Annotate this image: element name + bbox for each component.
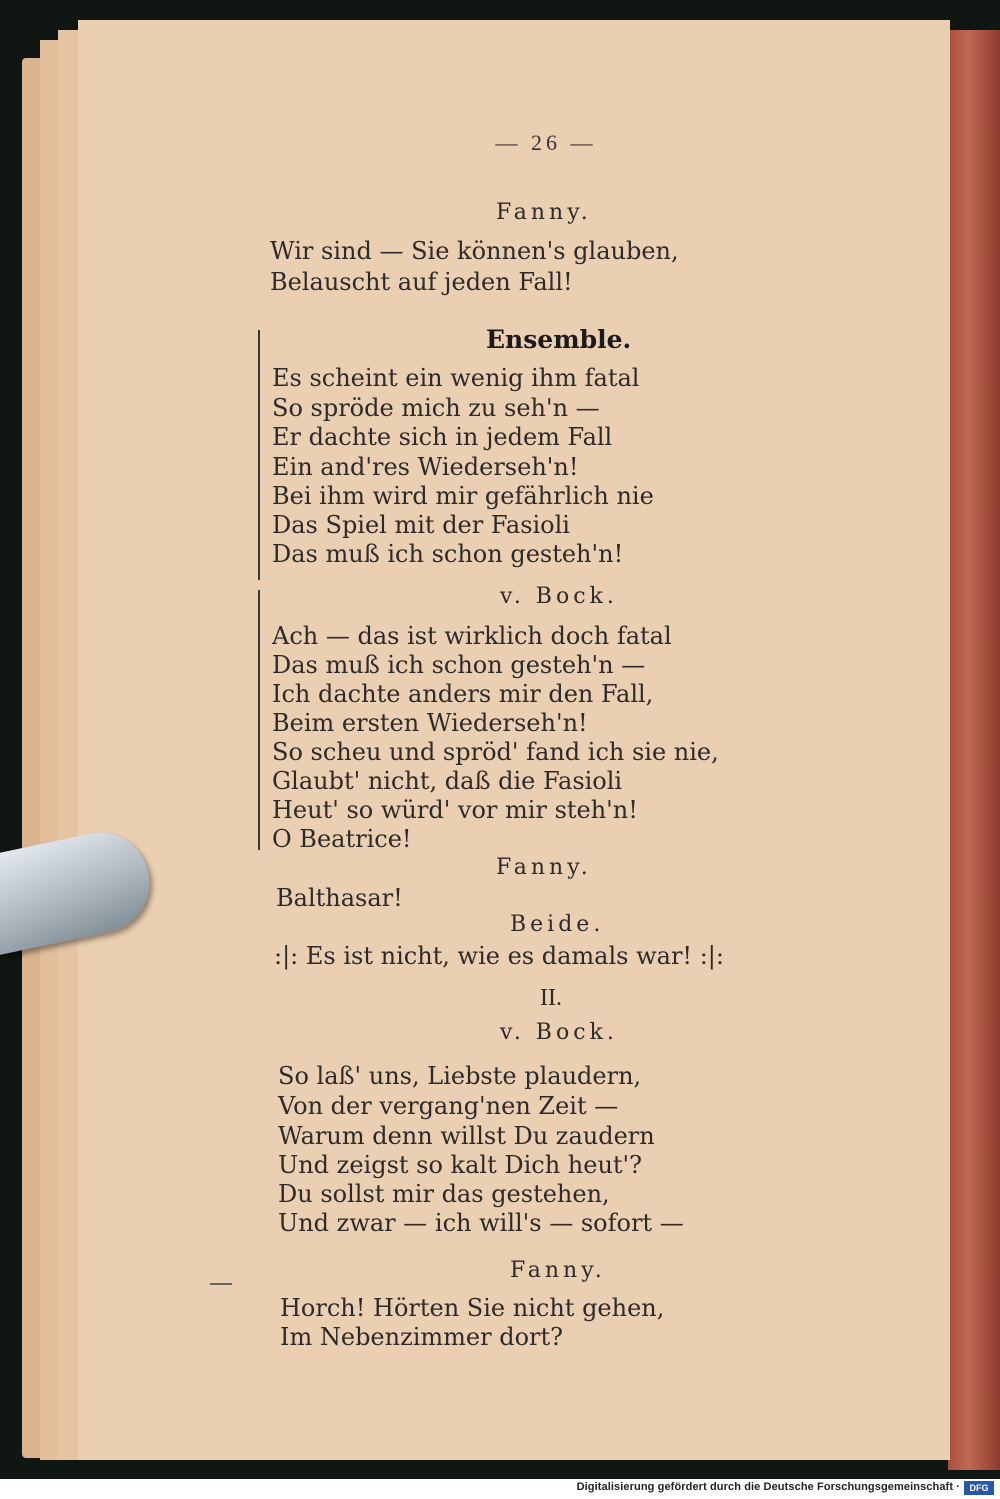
- text-line: Im Nebenzimmer dort?: [280, 1323, 564, 1351]
- page-number: — 26 —: [495, 130, 597, 155]
- text-line: So laß' uns, Liebste plaudern,: [278, 1062, 642, 1090]
- text-line: Beim ersten Wiederseh'n!: [272, 709, 588, 737]
- text-line: Balthasar!: [276, 884, 403, 912]
- text-line: Und zeigst so kalt Dich heut'?: [278, 1151, 643, 1179]
- section-number: II.: [540, 985, 562, 1011]
- ensemble-bracket: [258, 330, 260, 580]
- text-line: Er dachte sich in jedem Fall: [272, 423, 613, 451]
- text-line: Belauscht auf jeden Fall!: [270, 268, 573, 296]
- speaker-fanny-2: Fanny.: [496, 855, 592, 880]
- text-line: Es scheint ein wenig ihm fatal: [272, 364, 640, 392]
- text-line: Wir sind — Sie können's glauben,: [270, 237, 679, 265]
- speaker-fanny-1: Fanny.: [496, 200, 592, 225]
- text-line: Das muß ich schon gesteh'n —: [272, 651, 646, 679]
- text-line: Horch! Hörten Sie nicht gehen,: [280, 1294, 665, 1322]
- stray-ink-mark: [210, 1283, 232, 1285]
- speaker-beide: Beide.: [510, 912, 605, 937]
- text-line: Das Spiel mit der Fasioli: [272, 511, 570, 539]
- text-line: Ach — das ist wirklich doch fatal: [272, 622, 672, 650]
- text-line: So spröde mich zu seh'n —: [272, 394, 600, 422]
- text-line: Das muß ich schon gesteh'n!: [272, 540, 624, 568]
- text-line: Glaubt' nicht, daß die Fasioli: [272, 767, 623, 795]
- credit-text: Digitalisierung gefördert durch die Deutsche Forschungsgemeinschaft ·: [576, 1481, 960, 1493]
- text-line: :|: Es ist nicht, wie es damals war! :|:: [274, 942, 724, 970]
- text-line: Ein and'res Wiederseh'n!: [272, 453, 579, 481]
- speaker-fanny-3: Fanny.: [510, 1258, 606, 1283]
- text-line: Heut' so würd' vor mir steh'n!: [272, 796, 638, 824]
- text-line: Von der vergang'nen Zeit —: [278, 1092, 619, 1120]
- text-line: Warum denn willst Du zaudern: [278, 1122, 655, 1150]
- text-line: Ich dachte anders mir den Fall,: [272, 680, 654, 708]
- text-line: So scheu und spröd' fand ich sie nie,: [272, 738, 719, 766]
- text-line: Du sollst mir das gestehen,: [278, 1180, 610, 1208]
- text-line: Bei ihm wird mir gefährlich nie: [272, 482, 654, 510]
- speaker-bock-1: v. Bock.: [500, 584, 618, 609]
- speaker-bock-2: v. Bock.: [500, 1020, 618, 1045]
- ensemble-heading: Ensemble.: [486, 325, 632, 354]
- book-cover-edge: [948, 30, 1000, 1470]
- dfg-logo-badge: DFG: [964, 1481, 994, 1495]
- bock-bracket: [258, 590, 260, 850]
- text-line: O Beatrice!: [272, 825, 412, 853]
- text-line: Und zwar — ich will's — sofort —: [278, 1209, 684, 1237]
